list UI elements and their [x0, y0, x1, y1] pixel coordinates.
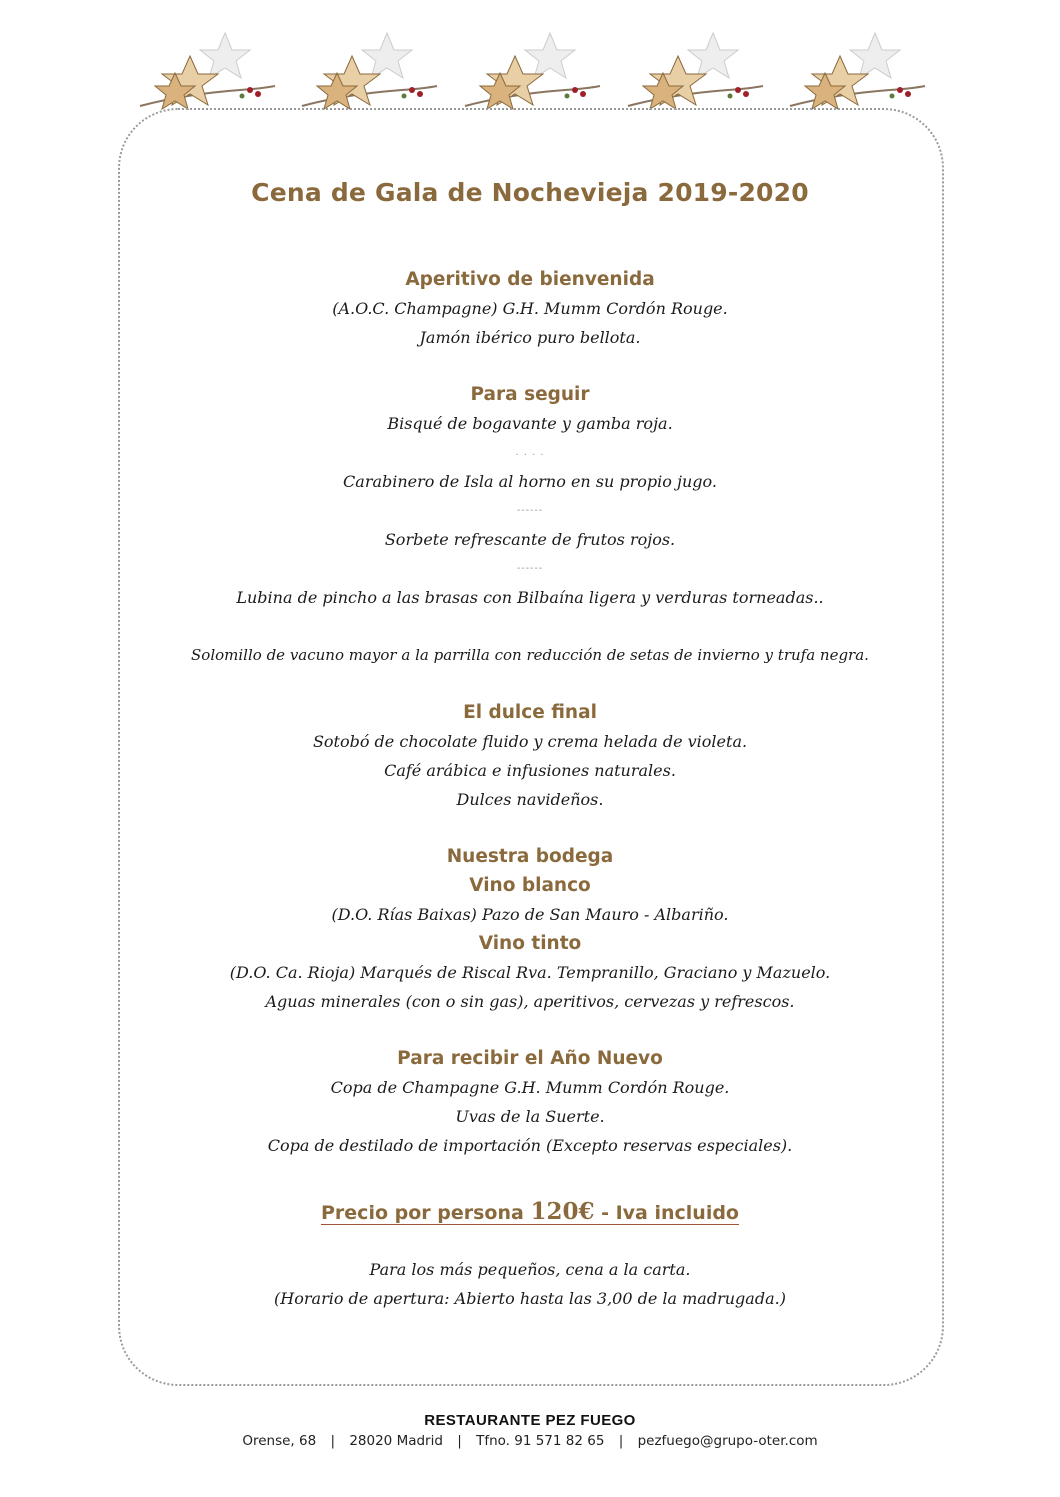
menu-content: [130, 170, 930, 1313]
menu-item: Copa de destilado de importación (Excepto reservas especiales).: [267, 1136, 793, 1155]
price-suffix: - Iva incluido: [594, 1202, 739, 1224]
wine-item: (D.O. Rías Baixas) Pazo de San Mauro - Albariño.: [331, 905, 729, 924]
subheading-vino-tinto: Vino tinto: [478, 933, 582, 954]
section-heading-dulce-final: El dulce final: [463, 702, 597, 723]
contact-line: [0, 1433, 1060, 1449]
section-heading-aperitivo: Aperitivo de bienvenida: [405, 269, 655, 290]
footer: [0, 1412, 1060, 1449]
city: 28020 Madrid: [349, 1433, 443, 1449]
dish-separator: ------: [516, 505, 544, 516]
menu-item: Dulces navideños.: [456, 790, 604, 809]
address: Orense, 68: [242, 1433, 317, 1449]
menu-item: Sotobó de chocolate fluido y crema helada de violeta.: [312, 732, 748, 751]
restaurant-name: RESTAURANTE PEZ FUEGO: [424, 1412, 636, 1429]
dish-separator: . . . .: [515, 447, 545, 458]
separator: |: [457, 1433, 462, 1449]
menu-item: Café arábica e infusiones naturales.: [384, 761, 676, 780]
separator: |: [618, 1433, 624, 1449]
section-heading-bodega: Nuestra bodega: [446, 846, 614, 867]
price-prefix: Precio por persona: [321, 1202, 531, 1224]
dish-separator: ------: [516, 563, 544, 574]
menu-item: Bisqué de bogavante y gamba roja.: [387, 414, 673, 433]
menu-item: (A.O.C. Champagne) G.H. Mumm Cordón Rouge.: [332, 299, 728, 318]
wine-item: (D.O. Ca. Rioja) Marqués de Riscal Rva. Tempranillo, Graciano y Mazuelo.: [229, 963, 831, 982]
menu-item: Uvas de la Suerte.: [455, 1107, 605, 1126]
menu-item: Sorbete refrescante de frutos rojos.: [384, 530, 676, 549]
separator: |: [330, 1433, 336, 1449]
price-line: [321, 1198, 739, 1225]
section-heading-ano-nuevo: Para recibir el Año Nuevo: [397, 1048, 663, 1069]
menu-item: Carabinero de Isla al horno en su propio jugo.: [343, 472, 717, 491]
note: (Horario de apertura: Abierto hasta las 3,00 de la madrugada.): [274, 1289, 786, 1308]
menu-item: Solomillo de vacuno mayor a la parrilla con reducción de setas de invierno y trufa negra.: [191, 646, 869, 664]
email-link[interactable]: pezfuego@grupo-oter.com: [637, 1433, 818, 1449]
menu-item: Copa de Champagne G.H. Mumm Cordón Rouge.: [330, 1078, 730, 1097]
section-heading-para-seguir: Para seguir: [470, 384, 590, 405]
drinks-item: Aguas minerales (con o sin gas), aperitivos, cervezas y refrescos.: [265, 992, 795, 1011]
price-amount: 120€: [530, 1198, 595, 1225]
subheading-vino-blanco: Vino blanco: [469, 875, 591, 896]
menu-item: Jamón ibérico puro bellota.: [419, 328, 641, 347]
note: Para los más pequeños, cena a la carta.: [369, 1260, 691, 1279]
phone: Tfno. 91 571 82 65: [476, 1433, 605, 1449]
menu-item: Lubina de pincho a las brasas con Bilbaína ligera y verduras torneadas..: [236, 588, 824, 607]
menu-item: [130, 612, 930, 641]
menu-title: Cena de Gala de Nochevieja 2019-2020: [251, 178, 809, 207]
